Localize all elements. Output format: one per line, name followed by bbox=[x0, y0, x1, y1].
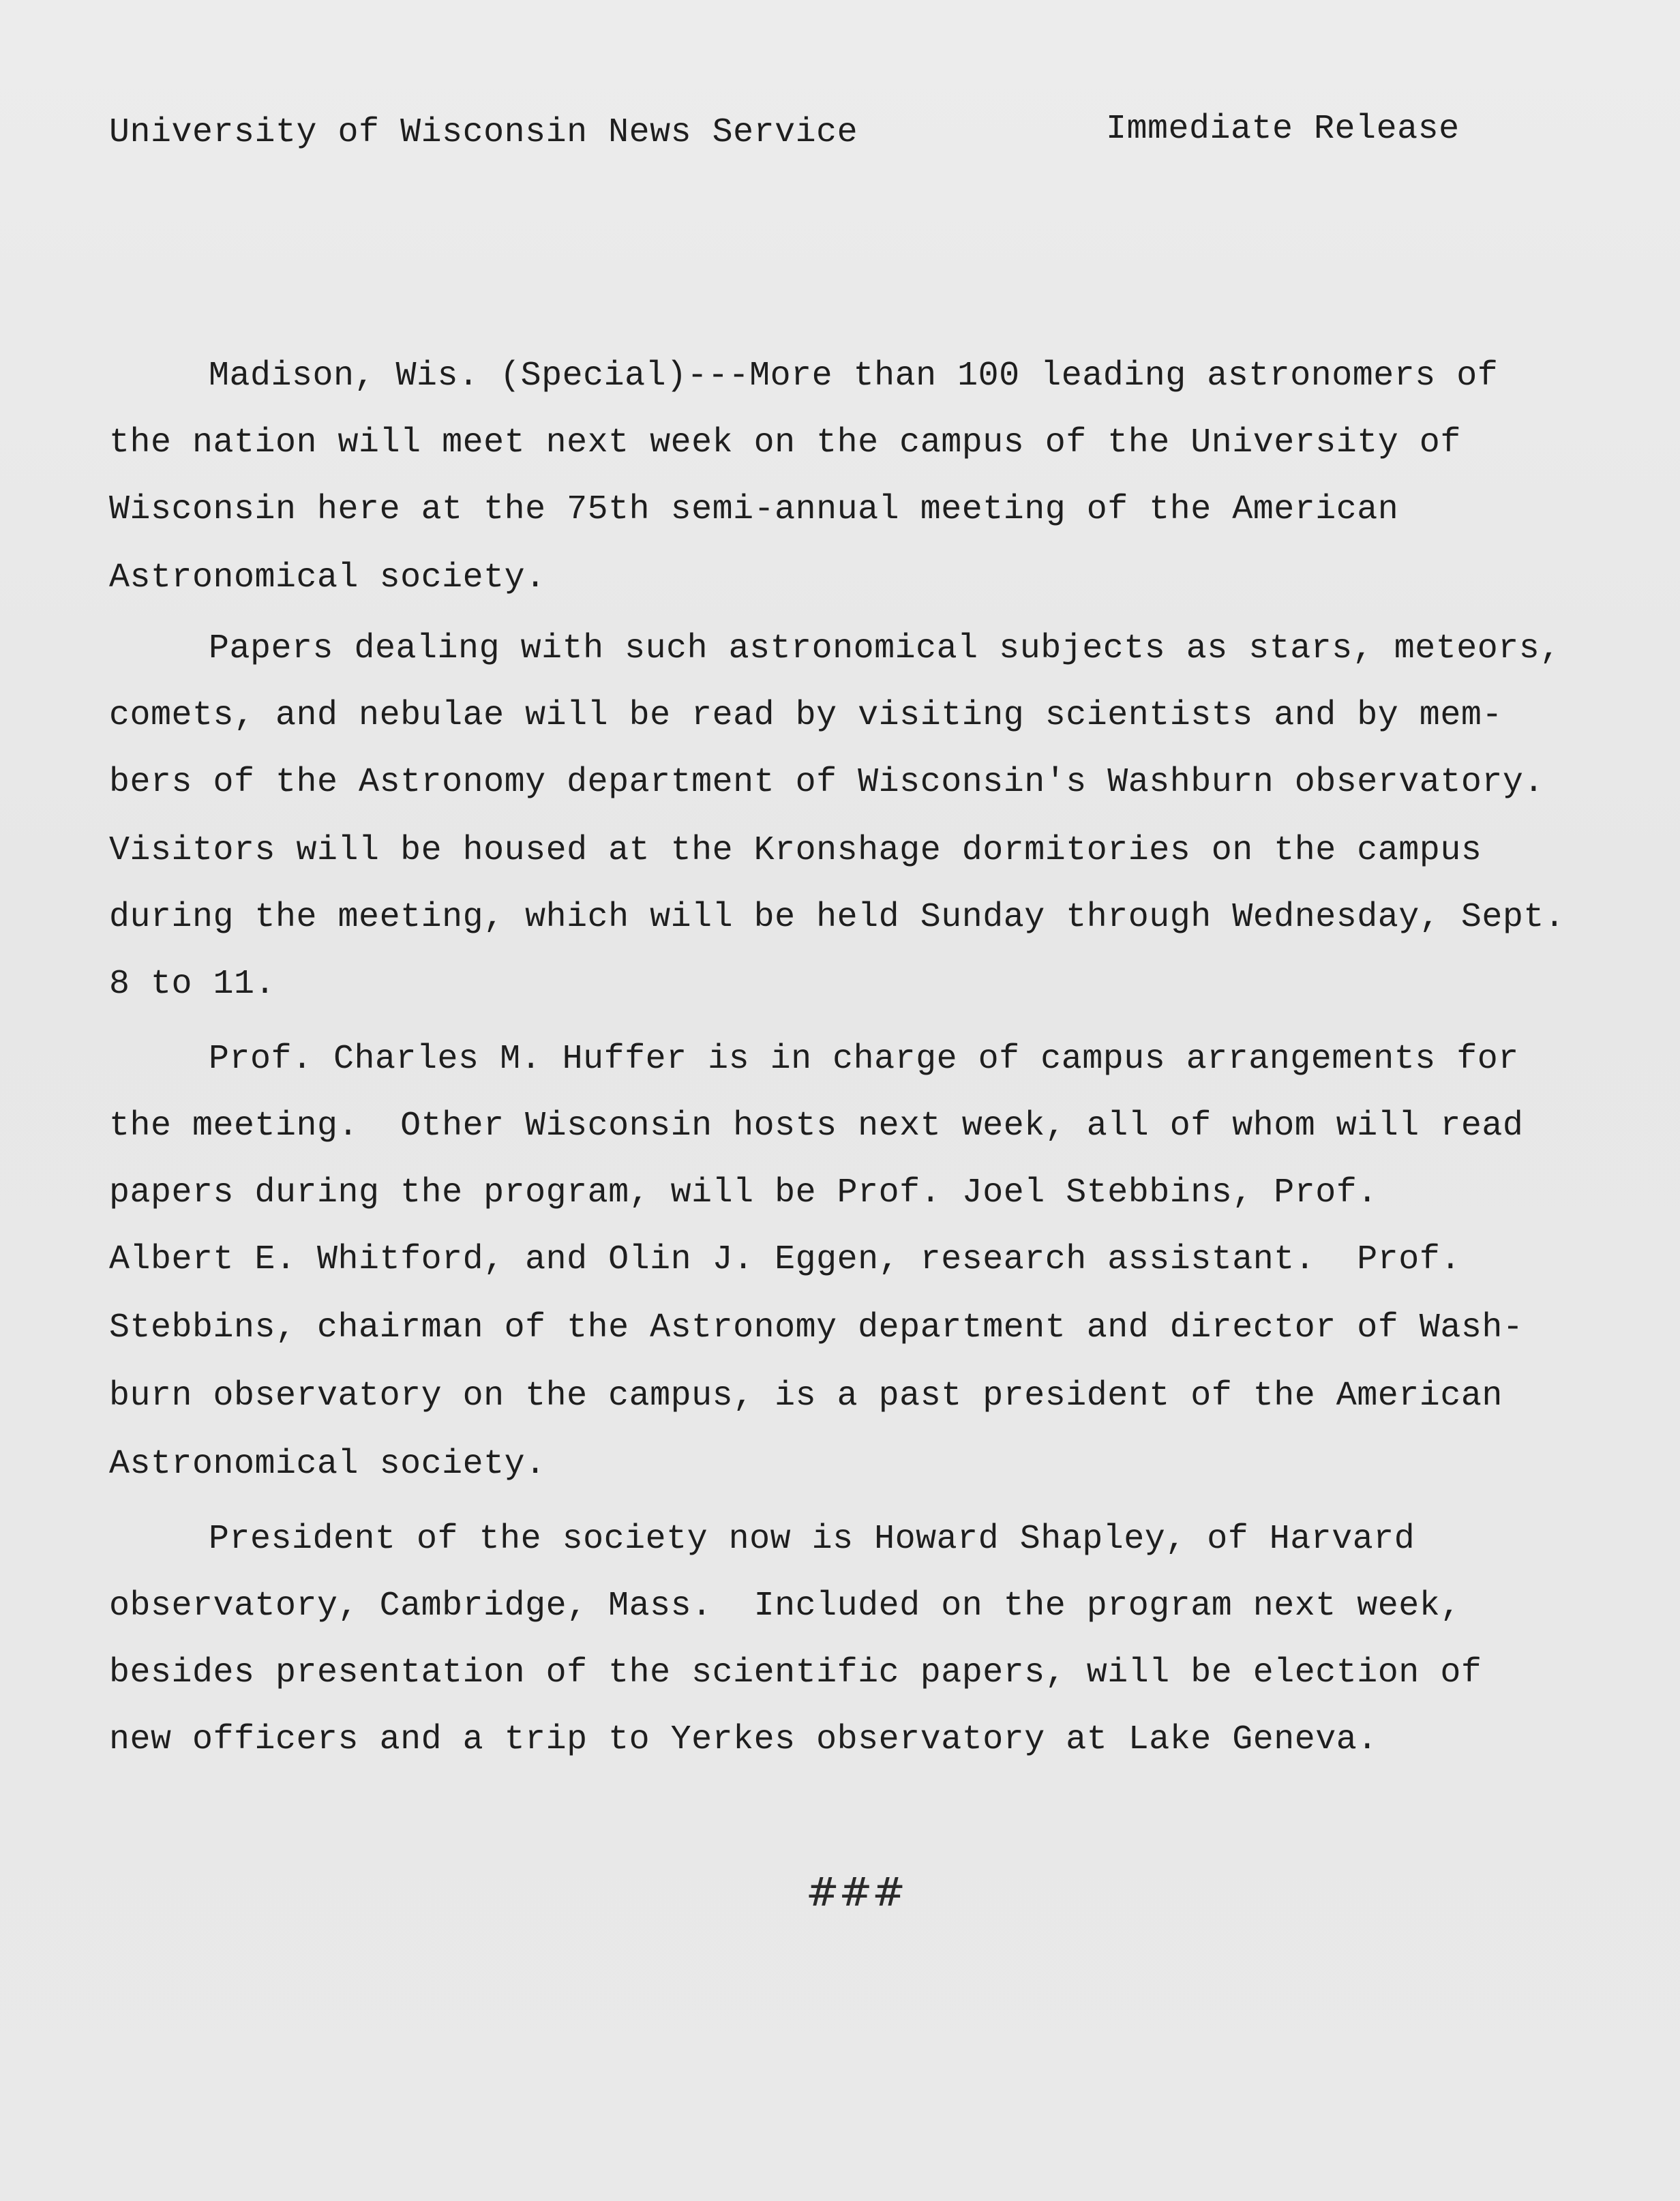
body-line: 8 to 11. bbox=[109, 965, 276, 1004]
body-line: President of the society now is Howard Shapley, of Harvard bbox=[209, 1520, 1415, 1559]
body-line: during the meeting, which will be held Sunday through Wednesday, Sept. bbox=[109, 898, 1565, 937]
body-line: the meeting. Other Wisconsin hosts next week, all of whom will read bbox=[109, 1107, 1524, 1146]
body-line: bers of the Astronomy department of Wisconsin's Washburn observatory. bbox=[109, 763, 1544, 802]
news-service-heading: University of Wisconsin News Service bbox=[109, 113, 858, 152]
body-line: burn observatory on the campus, is a past president of the American bbox=[109, 1377, 1503, 1416]
body-line: Astronomical society. bbox=[109, 558, 546, 597]
body-line: Wisconsin here at the 75th semi-annual meeting of the American bbox=[109, 490, 1399, 529]
body-line: papers during the program, will be Prof. Joel Stebbins, Prof. bbox=[109, 1173, 1378, 1212]
body-line: the nation will meet next week on the campus of the University of bbox=[109, 423, 1461, 462]
body-line: Madison, Wis. (Special)---More than 100 leading astronomers of bbox=[209, 357, 1499, 395]
release-status: Immediate Release bbox=[1106, 110, 1460, 149]
body-line: besides presentation of the scientific papers, will be election of bbox=[109, 1653, 1482, 1692]
body-line: observatory, Cambridge, Mass. Included on the program next week, bbox=[109, 1587, 1461, 1626]
body-line: Prof. Charles M. Huffer is in charge of campus arrangements for bbox=[209, 1040, 1519, 1079]
body-line: new officers and a trip to Yerkes observatory at Lake Geneva. bbox=[109, 1720, 1378, 1759]
body-line: Stebbins, chairman of the Astronomy department and director of Wash- bbox=[109, 1308, 1524, 1347]
body-line: Visitors will be housed at the Kronshage dormitories on the campus bbox=[109, 831, 1482, 870]
body-line: Astronomical society. bbox=[109, 1445, 546, 1484]
body-line: comets, and nebulae will be read by visiting scientists and by mem- bbox=[109, 696, 1503, 735]
end-mark: ### bbox=[806, 1869, 905, 1915]
body-line: Papers dealing with such astronomical subjects as stars, meteors, bbox=[209, 629, 1561, 668]
body-line: Albert E. Whitford, and Olin J. Eggen, research assistant. Prof. bbox=[109, 1240, 1461, 1279]
